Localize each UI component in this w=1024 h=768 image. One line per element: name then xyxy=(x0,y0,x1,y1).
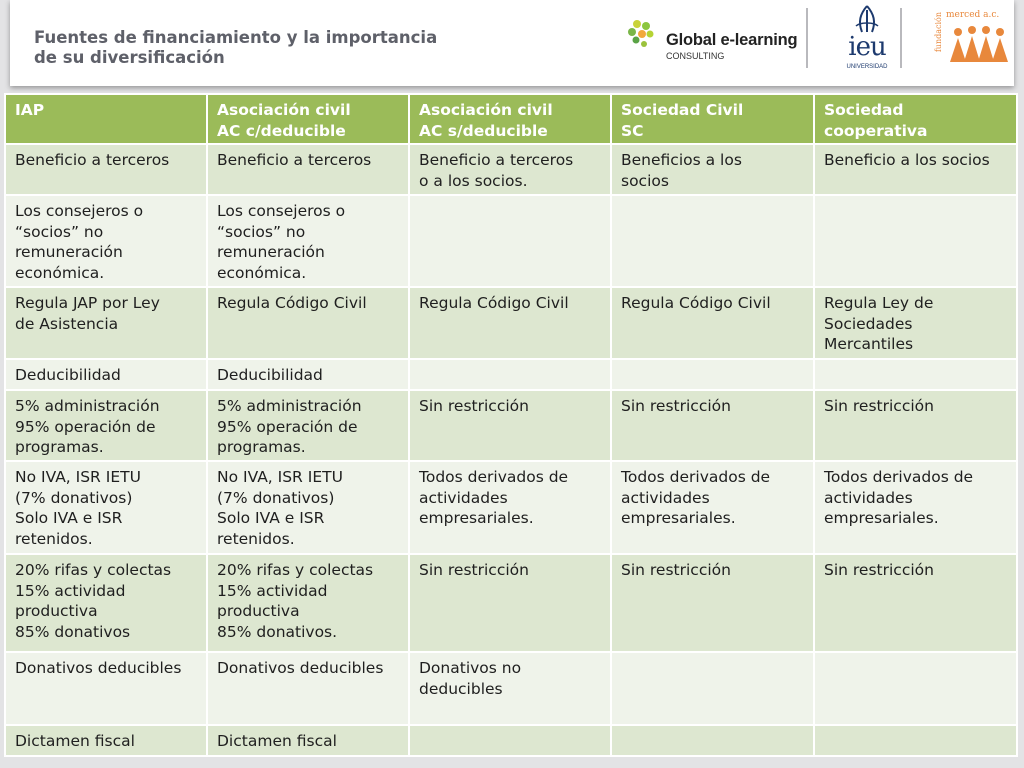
column-header: IAP xyxy=(5,94,207,144)
table-cell: Beneficio a los socios xyxy=(814,144,1017,195)
column-header: Asociación civil AC c/deducible xyxy=(207,94,409,144)
table-cell xyxy=(611,195,814,287)
table-row xyxy=(5,554,1017,652)
table-cell: Los consejeros o “socios” no remuneración económica. xyxy=(207,195,409,287)
table-cell: Donativos no deducibles xyxy=(409,652,611,725)
table-cell xyxy=(409,195,611,287)
table-cell: Regula JAP por Ley de Asistencia xyxy=(5,287,207,359)
ieu-crest-icon xyxy=(840,4,894,34)
column-header: Asociación civil AC s/deducible xyxy=(409,94,611,144)
table-cell: Deducibilidad xyxy=(5,359,207,390)
table-cell: Todos derivados de actividades empresariales. xyxy=(814,461,1017,554)
logo-divider xyxy=(900,8,902,68)
table-row xyxy=(5,390,1017,461)
table-cell xyxy=(611,652,814,725)
fundacion-merced-logo xyxy=(932,6,1012,68)
table-cell: Sin restricción xyxy=(409,554,611,652)
table-cell: Sin restricción xyxy=(611,554,814,652)
table-row xyxy=(5,652,1017,725)
table-cell xyxy=(611,725,814,756)
table-cell: Todos derivados de actividades empresariales. xyxy=(409,461,611,554)
global-elearning-flower-icon xyxy=(626,18,660,52)
people-group-icon xyxy=(946,22,1012,66)
table-cell: Dictamen fiscal xyxy=(207,725,409,756)
ieu-sub: UNIVERSIDAD xyxy=(846,64,888,70)
table-cell xyxy=(409,359,611,390)
ieu-name: ieu xyxy=(848,32,886,62)
table-cell: Deducibilidad xyxy=(207,359,409,390)
table-cell: Donativos deducibles xyxy=(5,652,207,725)
column-header: Sociedad Civil SC xyxy=(611,94,814,144)
table-cell: Beneficio a terceros xyxy=(5,144,207,195)
table-cell: Beneficio a terceros o a los socios. xyxy=(409,144,611,195)
fundacion-top-text: merced a.c. xyxy=(946,10,1000,20)
table-row xyxy=(5,144,1017,195)
fundacion-vertical-text: fundación xyxy=(934,12,943,53)
global-elearning-sub: CONSULTING xyxy=(666,51,725,61)
table-cell: Donativos deducibles xyxy=(207,652,409,725)
table-cell xyxy=(611,359,814,390)
slide-title xyxy=(34,28,437,68)
table-cell: Sin restricción xyxy=(814,390,1017,461)
table-cell: 5% administración 95% operación de programas. xyxy=(5,390,207,461)
table-cell: Regula Código Civil xyxy=(611,287,814,359)
table-cell: Dictamen fiscal xyxy=(5,725,207,756)
table-header-row xyxy=(5,94,1017,144)
table-cell: Regula Ley de Sociedades Mercantiles xyxy=(814,287,1017,359)
table-cell xyxy=(814,195,1017,287)
table-row xyxy=(5,725,1017,756)
title-line-1: Fuentes de financiamiento y la importancia xyxy=(34,28,438,47)
table-row xyxy=(5,461,1017,554)
global-elearning-logo xyxy=(626,18,798,64)
title-line-2: de su diversificación xyxy=(34,48,225,67)
global-elearning-name: Global e-learning xyxy=(666,31,798,49)
table-cell xyxy=(409,725,611,756)
table-cell: 5% administración 95% operación de programas. xyxy=(207,390,409,461)
financing-comparison-table xyxy=(4,93,1018,757)
table-cell: 20% rifas y colectas 15% actividad productiva 85% donativos. xyxy=(207,554,409,652)
table-cell xyxy=(814,725,1017,756)
table-cell: Sin restricción xyxy=(611,390,814,461)
table-cell xyxy=(814,652,1017,725)
table-cell: Sin restricción xyxy=(814,554,1017,652)
table-cell: No IVA, ISR IETU (7% donativos) Solo IVA e ISR retenidos. xyxy=(5,461,207,554)
table-cell: Sin restricción xyxy=(409,390,611,461)
table-row xyxy=(5,287,1017,359)
table-cell: Regula Código Civil xyxy=(207,287,409,359)
logo-divider xyxy=(806,8,808,68)
table-cell: Regula Código Civil xyxy=(409,287,611,359)
slide-header xyxy=(10,0,1014,86)
table-cell: Los consejeros o “socios” no remuneración económica. xyxy=(5,195,207,287)
column-header: Sociedad cooperativa xyxy=(814,94,1017,144)
table-row xyxy=(5,359,1017,390)
table-row xyxy=(5,195,1017,287)
table-cell xyxy=(814,359,1017,390)
table-cell: Beneficios a los socios xyxy=(611,144,814,195)
table-cell: Beneficio a terceros xyxy=(207,144,409,195)
ieu-logo xyxy=(840,4,894,74)
table-cell: Todos derivados de actividades empresariales. xyxy=(611,461,814,554)
table-cell: No IVA, ISR IETU (7% donativos) Solo IVA e ISR retenidos. xyxy=(207,461,409,554)
table-cell: 20% rifas y colectas 15% actividad productiva 85% donativos xyxy=(5,554,207,652)
